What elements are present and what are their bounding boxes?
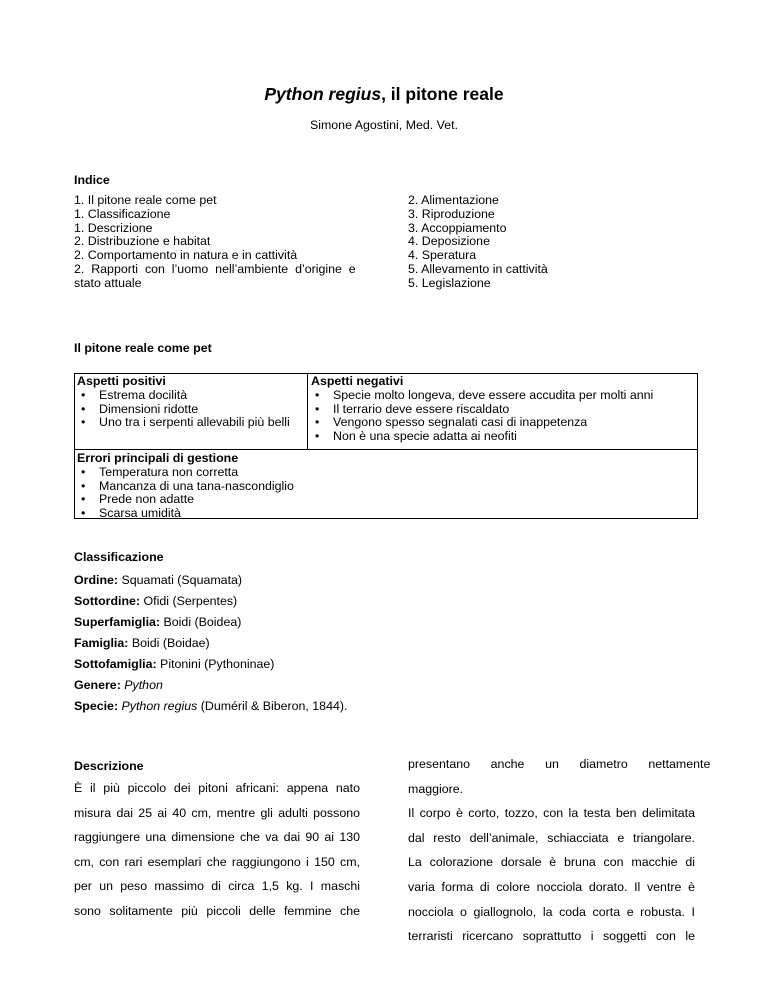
text-line: raggiungere una dimensione che va dai 90 ai 130 — [74, 830, 360, 845]
text-line: cm, con rari esemplari che raggiungono i 150 cm, — [74, 854, 360, 869]
classification-row — [74, 699, 347, 713]
pet-table — [74, 373, 698, 519]
index-heading: Indice — [74, 173, 110, 187]
text-line: sono solitamente più piccoli delle femmine che — [74, 903, 360, 918]
text-line: terraristi ricercano soprattutto i soggetti con le — [408, 929, 695, 944]
list-item: • Specie molto longeva, deve essere accudita per molti anni — [311, 389, 653, 403]
list-item: • Uno tra i serpenti allevabili più belli — [77, 416, 290, 430]
text-line: dal resto dell’animale, schiacciata e triangolare. — [408, 830, 695, 845]
species-name: Python regius — [121, 699, 198, 713]
row-value: Squamati (Squamata) — [118, 573, 243, 587]
list-item: • Dimensioni ridotte — [77, 403, 290, 417]
index-item: 2. Comportamento in natura e in cattività — [74, 248, 298, 263]
row-value: Pitonini (Pythoninae) — [156, 657, 275, 671]
classification-row — [74, 594, 237, 608]
classification-row — [74, 615, 241, 629]
text-line: La colorazione dorsale è bruna con macchie di — [408, 855, 695, 870]
description-right-column — [408, 752, 711, 949]
text-line: maggiore. — [408, 781, 464, 796]
genus-value: Python — [124, 678, 163, 692]
list-item: • Prede non adatte — [77, 493, 294, 507]
index-item: 3. Accoppiamento — [408, 220, 507, 235]
index-item: 5. Legislazione — [408, 275, 491, 290]
list-item: • Temperatura non corretta — [77, 466, 294, 480]
row-value: Boidi (Boidae) — [128, 636, 210, 650]
classification-row — [74, 573, 242, 587]
positive-cell — [77, 375, 290, 430]
table-divider — [307, 374, 308, 449]
index-item: 1. Il pitone reale come pet — [74, 193, 217, 207]
description-left-column — [74, 776, 360, 924]
index-item: 2. Distribuzione e habitat — [74, 234, 211, 249]
row-label: Superfamiglia: — [74, 615, 161, 629]
row-label: Ordine: — [74, 573, 119, 587]
index-item: 4. Speratura — [408, 248, 477, 263]
index-item: 1. Classificazione — [74, 206, 171, 221]
index-item: 5. Allevamento in cattività — [408, 261, 548, 276]
row-label: Famiglia: — [74, 636, 129, 650]
classification-row — [74, 657, 274, 671]
species-authority: (Duméril & Biberon, 1844). — [197, 699, 348, 713]
row-value: Boidi (Boidea) — [160, 615, 242, 629]
list-item: • Il terrario deve essere riscaldato — [311, 403, 653, 417]
row-label: Genere: — [74, 678, 121, 692]
classification-row — [74, 636, 210, 650]
negative-cell — [311, 375, 653, 444]
text-line: nocciola o giallognolo, la coda corta e robusta. I — [408, 904, 695, 919]
index-left-column — [74, 194, 364, 291]
negative-heading: Aspetti negativi — [311, 374, 404, 388]
title-italic: Python regius — [264, 84, 382, 104]
row-label: Sottofamiglia: — [74, 657, 157, 671]
classification-heading: Classificazione — [74, 550, 164, 564]
text-line: È il più piccolo dei pitoni africani: appena nato — [74, 781, 360, 795]
index-item: 1. Descrizione — [74, 220, 153, 235]
document-title — [0, 84, 768, 105]
index-item: 3. Riproduzione — [408, 206, 495, 221]
index-item: stato attuale — [74, 275, 142, 290]
table-divider — [75, 449, 697, 450]
index-item: 2. Rapporti con l’uomo nell’ambiente d’origine e — [74, 261, 356, 276]
list-item: • Mancanza di una tana-nascondiglio — [77, 480, 294, 494]
positive-heading: Aspetti positivi — [77, 374, 166, 388]
row-value: Ofidi (Serpentes) — [140, 594, 238, 608]
list-item: • Scarsa umidità — [77, 507, 294, 521]
text-line: Il corpo è corto, tozzo, con la testa ben delimitata — [408, 806, 695, 821]
index-item: 4. Deposizione — [408, 234, 490, 249]
author-line: Simone Agostini, Med. Vet. — [309, 118, 459, 132]
index-item: 2. Alimentazione — [408, 193, 499, 207]
text-line: per un peso massimo di circa 1,5 kg. I maschi — [74, 879, 360, 894]
errors-heading: Errori principali di gestione — [77, 451, 239, 465]
title-rest: , il pitone reale — [381, 84, 504, 104]
errors-cell — [77, 452, 294, 521]
text-line: varia forma di colore nocciola dorato. Il ventre è — [408, 879, 695, 894]
text-line: misura dai 25 ai 40 cm, mentre gli adulti possono — [74, 805, 360, 820]
list-item: • Estrema docilità — [77, 389, 290, 403]
pet-heading: Il pitone reale come pet — [74, 341, 212, 355]
index-right-column — [408, 194, 548, 291]
row-label: Specie: — [74, 699, 119, 713]
text-line: presentano anche un diametro nettamente — [408, 757, 711, 771]
list-item: • Vengono spesso segnalati casi di inappetenza — [311, 416, 653, 430]
classification-row — [74, 678, 163, 692]
list-item: • Non è una specie adatta ai neofiti — [311, 430, 653, 444]
row-label: Sottordine: — [74, 594, 141, 608]
description-heading: Descrizione — [74, 759, 144, 773]
